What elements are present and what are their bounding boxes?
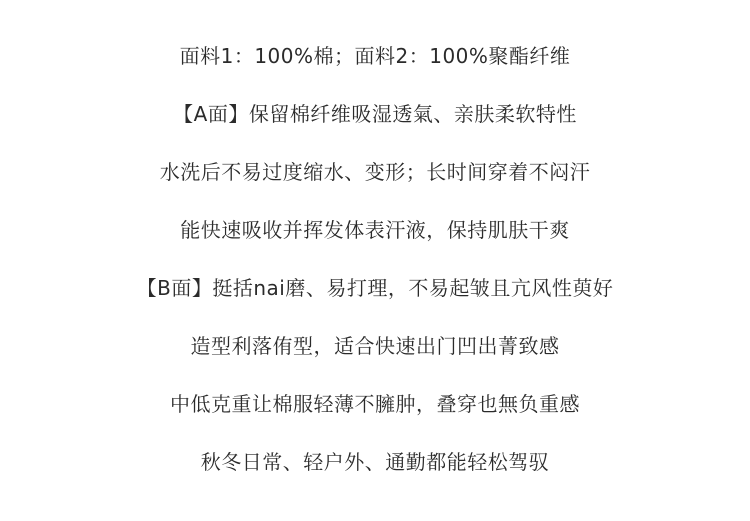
- weight-line: 中低克重让棉服轻薄不臃肿，叠穿也無负重感: [170, 392, 580, 416]
- sweat-absorb-line: 能快速吸收并挥发体表汗液，保持肌肤干爽: [180, 218, 570, 242]
- side-a-feature-line: 【A面】保留棉纤维吸湿透氣、亲肤柔软特性: [173, 102, 577, 126]
- side-b-feature-line: 【B面】挺括nai磨、易打理，不易起皱且亢风性萸好: [136, 276, 614, 300]
- occasion-line: 秋冬日常、轻户外、通勤都能轻松驾驭: [200, 450, 550, 474]
- styling-line: 造型利落侑型，适合快速出门凹出菁致感: [190, 334, 560, 358]
- washing-feature-line: 水洗后不易过度缩水、变形；长时间穿着不闷汗: [159, 160, 591, 184]
- fabric-composition-line: 面料1：100%棉；面料2：100%聚酯纤维: [179, 44, 571, 68]
